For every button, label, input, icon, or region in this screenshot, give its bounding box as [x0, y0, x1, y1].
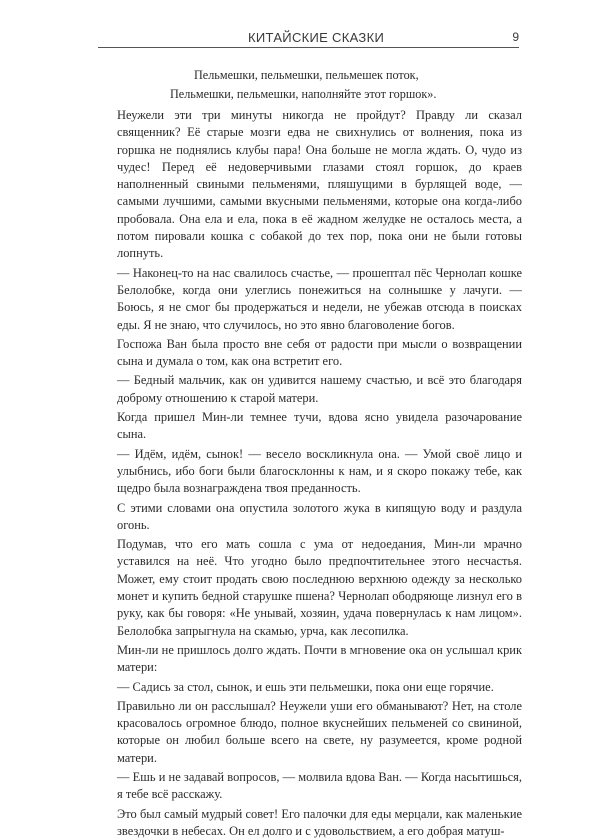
paragraph: Мин-ли не пришлось долго ждать. Почти в мгновение ока он услышал крик матери:	[117, 642, 522, 675]
poem-epigraph	[170, 66, 436, 104]
paragraph: Госпожа Ван была просто вне себя от радости при мысли о возвращении сына и думала о том, как она встретит его.	[117, 336, 522, 369]
body-text	[117, 107, 522, 840]
header-rule	[98, 47, 519, 48]
paragraph: — Ешь и не задавай вопросов, — молвила вдова Ван. — Когда насытишься, я тебе всё расскажу.	[117, 769, 522, 802]
paragraph: — Садись за стол, сынок, и ешь эти пельмешки, пока они еще горячие.	[117, 679, 494, 694]
poem-line: Пельмешки, пельмешки, пельмешек поток,	[194, 68, 419, 82]
paragraph: Неужели эти три минуты никогда не пройдут? Правду ли сказал священник? Её старые мозги едва не свихнулись от волнения, пока из горшка не поднялись клубы пара! Она больше не могла ждать. О, чудо из чудес! Перед её недоверчивыми глазами стоял горшок, до краев наполненный свиными пельменями, пляшущими в бурлящей воде, — самыми лучшими, самыми вкусными пельменями, которые она когда-либо пробовала. Она ела и ела, пока в её жадном желудке не осталось места, а потом пировали кошка с собакой до тех пор, пока они не были готовы лопнуть.	[117, 108, 522, 261]
poem-line: Пельмешки, пельмешки, наполняйте этот горшок».	[170, 87, 437, 101]
running-header	[98, 27, 519, 48]
paragraph: — Бедный мальчик, как он удивится нашему счастью, и всё это благодаря доброму отношению к старой матери.	[117, 373, 522, 405]
book-title: КИТАЙСКИЕ СКАЗКИ	[248, 30, 385, 45]
paragraph: Когда пришел Мин-ли темнее тучи, вдова ясно увидела разочарование сына.	[117, 410, 522, 442]
page-number: 9	[512, 30, 519, 44]
paragraph: — Идём, идём, сынок! — весело воскликнула она. — Умой своё лицо и улыбнись, ибо боги были благосклонны к нам, и я скоро покажу тебе, как щедро была вознаграждена твоя преданность.	[117, 446, 522, 496]
paragraph: Правильно ли он расслышал? Неужели уши его обманывают? Нет, на столе красовалось огромное блюдо, полное вкуснейших пельменей со свининой, которые он любил больше всего на свете, ну разумеется, кроме родной матери.	[117, 698, 522, 765]
paragraph: Это был самый мудрый совет! Его палочки для еды мерцали, как маленькие звездочки в небесах. Он ел долго и с удовольствием, а его добрая матуш-	[117, 806, 522, 838]
paragraph: — Наконец-то на нас свалилось счастье, — прошептал пёс Чернолап кошке Белолобке, когда они улеглись понежиться на солнышке у лачуги. — Боюсь, я не смог бы продержаться и недели, не убежав отсюда в поисках еды. Я не знаю, что случилось, но это явно благоволение богов.	[117, 265, 522, 332]
paragraph: Подумав, что его мать сошла с ума от недоедания, Мин-ли мрачно уставился на неё. Что угодно было предпочтительнее этого несчастья. Может, ему стоит продать свою последнюю верхнюю одежду за несколько монет и купить бедной старушке пшена? Чернолап ободряюще лизнул его в руку, как бы говоря: «Не унывай, хозяин, удача повернулась к нам лицом». Белолобка запрыгнула на скамью, урча, как лесопилка.	[117, 537, 522, 638]
paragraph: С этими словами она опустила золотого жука в кипящую воду и раздула огонь.	[117, 500, 522, 532]
